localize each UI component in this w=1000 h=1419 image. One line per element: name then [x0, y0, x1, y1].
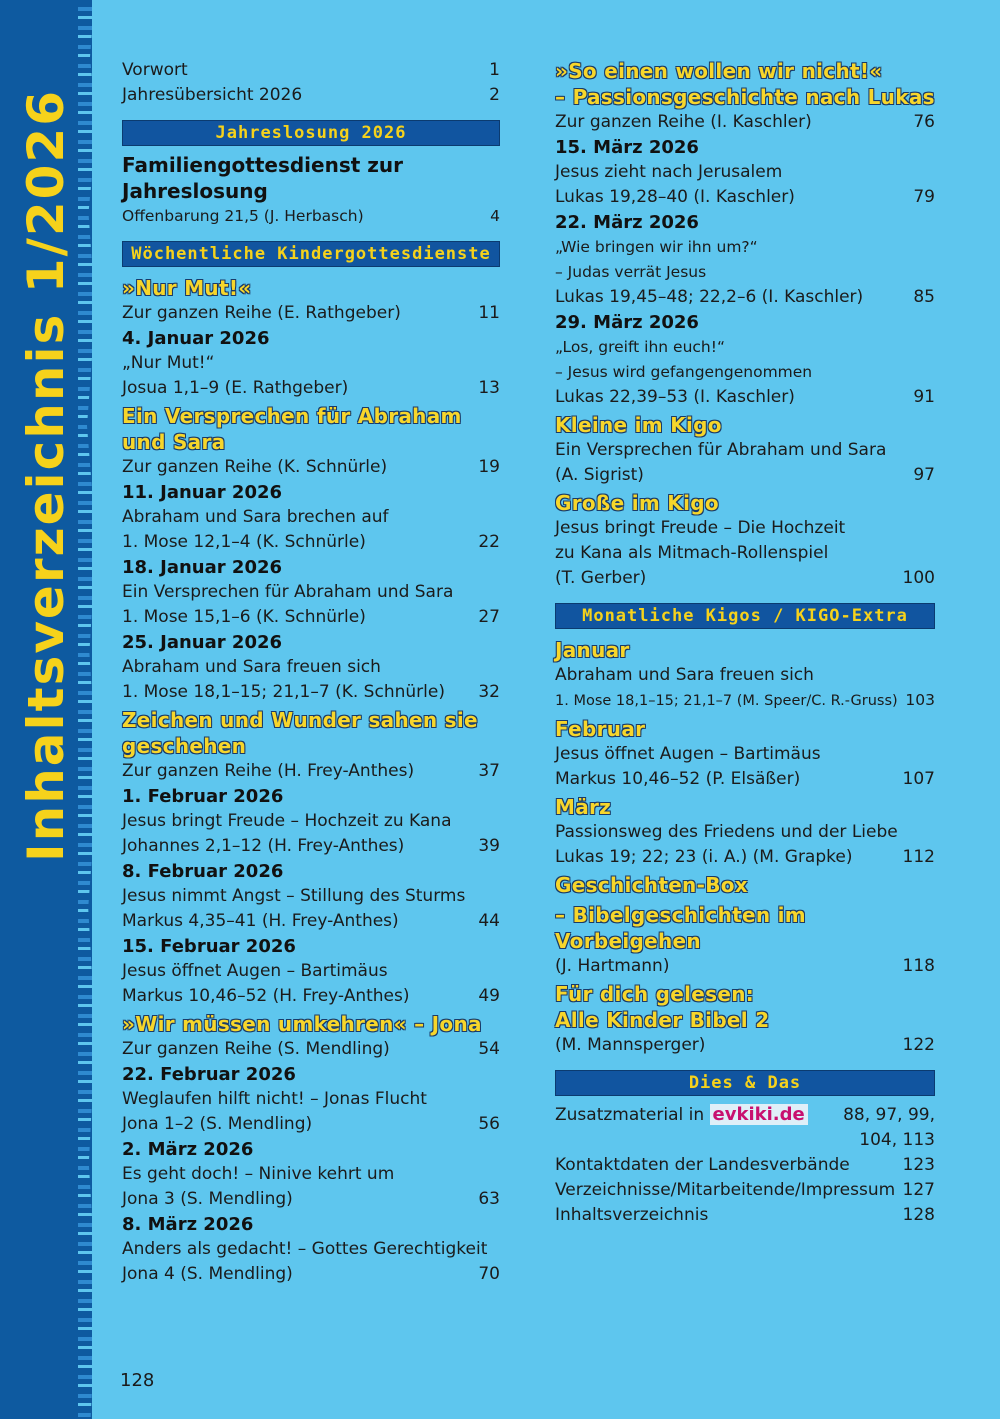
- entry-title: zu Kana als Mitmach-Rollenspiel: [555, 543, 829, 563]
- toc-entry[interactable]: Zur ganzen Reihe (S. Mendling) 54: [122, 1039, 500, 1059]
- toc-entry[interactable]: Kontaktdaten der Landesverbände 123: [555, 1155, 935, 1175]
- toc-entry[interactable]: Vorwort 1: [122, 60, 500, 80]
- vertical-title: Inhaltsverzeichnis 1/2026: [17, 89, 75, 862]
- entry-title: – Judas verrät Jesus: [555, 263, 707, 281]
- toc-entry[interactable]: Lukas 19,28–40 (I. Kaschler) 79: [555, 187, 935, 207]
- entry-title: Abraham und Sara freuen sich: [555, 665, 814, 685]
- series-title: geschehen: [122, 734, 247, 758]
- toc-entry[interactable]: Verzeichnisse/Mitarbeitende/Impressum 127: [555, 1180, 935, 1200]
- toc-entry[interactable]: (A. Sigrist) 97: [555, 465, 935, 485]
- date-heading: 22. Februar 2026: [122, 1064, 296, 1085]
- series-title: Für dich gelesen:: [555, 982, 755, 1006]
- entry-title: Passionsweg des Friedens und der Liebe: [555, 822, 898, 842]
- toc-entry[interactable]: Josua 1,1–9 (E. Rathgeber) 13: [122, 378, 500, 398]
- toc-entry[interactable]: 1. Mose 18,1–15; 21,1–7 (K. Schnürle) 32: [122, 682, 500, 702]
- series-title: »Nur Mut!«: [122, 276, 252, 300]
- entry-title: Abraham und Sara brechen auf: [122, 507, 389, 527]
- entry-title: Es geht doch! – Ninive kehrt um: [122, 1164, 395, 1184]
- toc-entry[interactable]: Markus 4,35–41 (H. Frey-Anthes) 44: [122, 911, 500, 931]
- series-title: Kleine im Kigo: [555, 413, 722, 437]
- toc-entry[interactable]: Markus 10,46–52 (H. Frey-Anthes) 49: [122, 986, 500, 1006]
- toc-entry[interactable]: Markus 10,46–52 (P. Elsäßer) 107: [555, 769, 935, 789]
- series-title: – Bibelgeschichten im Vorbeigehen: [555, 903, 806, 953]
- section-bar-jahreslosung: Jahreslosung 2026: [122, 120, 500, 146]
- date-heading: 2. März 2026: [122, 1139, 254, 1160]
- toc-entry[interactable]: (T. Gerber) 100: [555, 568, 935, 588]
- date-heading: 25. Januar 2026: [122, 632, 283, 653]
- entry-title: Jesus nimmt Angst – Stillung des Sturms: [122, 886, 466, 906]
- right-column: »So einen wollen wir nicht!« – Passionsgeschichte nach Lukas Zur ganzen Reihe (I. Kaschler) 76 15. März 2026 Jesus zieht nach Jerusalem Lukas 19,28–40 (I. Kaschler) 79 22. März 2026 „Wie bringen wir ihn um?“ – Judas verrät Jesus Lukas 19,45–48; 22,2–6 (I. Kaschler) 85 29. März 2026 „Los, greift ihn euch!“ – Jesus wird gefangengenommen Lukas 22,39–53 (I. Kaschler) 91 Kleine im Kigo Ein Versprechen für Abraham und Sara (A. Sigrist) 97 Große im Kigo Jesus bringt Freude – Die Hochzeit zu Kana als Mitmach-Rollenspiel (T. Gerber) 100 Monatliche Kigos / KIGO-Extra Januar Abraham und Sara freuen sich 1. Mose 18,1–15; 21,1–7 (M. Speer/C. R.-Gruss) 103 Februar Jesus öffnet Augen – Bartimäus Markus 10,46–52 (P. Elsäßer) 107 März Passionsweg des Friedens und der Liebe Lukas 19; 22; 23 (i. A.) (M. Grapke) 112 Geschichten-Box – Bibelgeschichten im Vorbeigehen (J. Hartmann) 118 Für dich gelesen: Alle Kinder Bibel 2 (M. Mannsperger) 122 Dies & Das Zusatzmaterial in evkiki.de 88, 97, 99, 104, 113 Kontaktdaten der Landesverbände 123 Verzeichnisse/Mitarbeitende/Impressum 127 Inhaltsverzeichnis 128: [555, 58, 935, 1228]
- toc-entry[interactable]: Jona 3 (S. Mendling) 63: [122, 1189, 500, 1209]
- toc-entry[interactable]: 1. Mose 12,1–4 (K. Schnürle) 22: [122, 532, 500, 552]
- date-heading: 15. Februar 2026: [122, 936, 296, 957]
- date-heading: 11. Januar 2026: [122, 482, 283, 503]
- date-heading: 22. März 2026: [555, 212, 699, 233]
- page-number: 128: [120, 1370, 155, 1391]
- entry-title: – Jesus wird gefangengenommen: [555, 363, 813, 381]
- date-heading: 1. Februar 2026: [122, 786, 284, 807]
- toc-entry[interactable]: Lukas 19; 22; 23 (i. A.) (M. Grapke) 112: [555, 847, 935, 867]
- entry-title: Jesus bringt Freude – Hochzeit zu Kana: [122, 811, 452, 831]
- toc-entry[interactable]: Jona 4 (S. Mendling) 70: [122, 1264, 500, 1284]
- toc-entry[interactable]: Zur ganzen Reihe (E. Rathgeber) 11: [122, 303, 500, 323]
- entry-title: Jesus bringt Freude – Die Hochzeit: [555, 518, 846, 538]
- date-heading: 29. März 2026: [555, 312, 699, 333]
- toc-entry[interactable]: Lukas 19,45–48; 22,2–6 (I. Kaschler) 85: [555, 287, 935, 307]
- entry-title: „Wie bringen wir ihn um?“: [555, 238, 758, 256]
- series-title: Geschichten-Box: [555, 873, 748, 897]
- toc-entry[interactable]: (M. Mannsperger) 122: [555, 1035, 935, 1055]
- evkiki-link[interactable]: evkiki.de: [710, 1104, 808, 1125]
- toc-entry[interactable]: Zur ganzen Reihe (H. Frey-Anthes) 37: [122, 761, 500, 781]
- toc-entry[interactable]: Zur ganzen Reihe (I. Kaschler) 76: [555, 112, 935, 132]
- toc-entry[interactable]: Jahresübersicht 2026 2: [122, 85, 500, 105]
- date-heading: 8. März 2026: [122, 1214, 254, 1235]
- toc-entry[interactable]: Offenbarung 21,5 (J. Herbasch) 4: [122, 207, 500, 225]
- date-heading: 4. Januar 2026: [122, 328, 270, 349]
- series-title: Ein Versprechen für Abraham: [122, 404, 462, 428]
- series-title: März: [555, 795, 612, 819]
- section-bar-dies-das: Dies & Das: [555, 1070, 935, 1096]
- entry-title: Ein Versprechen für Abraham und Sara: [555, 440, 887, 460]
- left-column: [122, 58, 500, 1287]
- series-title: und Sara: [122, 430, 226, 454]
- heading-familiengottesdienst: Familiengottesdienst zur Jahreslosung: [122, 153, 403, 203]
- sidebar-torn-edge: [78, 0, 92, 1419]
- section-bar-monatlich: Monatliche Kigos / KIGO-Extra: [555, 603, 935, 629]
- toc-entry[interactable]: Lukas 22,39–53 (I. Kaschler) 91: [555, 387, 935, 407]
- date-heading: 18. Januar 2026: [122, 557, 283, 578]
- date-heading: 8. Februar 2026: [122, 861, 284, 882]
- toc-entry[interactable]: Johannes 2,1–12 (H. Frey-Anthes) 39: [122, 836, 500, 856]
- series-title: Alle Kinder Bibel 2: [555, 1008, 770, 1032]
- entry-title: Jesus zieht nach Jerusalem: [555, 162, 783, 182]
- section-bar-woechentlich: Wöchentliche Kindergottesdienste: [122, 241, 500, 267]
- toc-entry[interactable]: 1. Mose 15,1–6 (K. Schnürle) 27: [122, 607, 500, 627]
- entry-title: Ein Versprechen für Abraham und Sara: [122, 582, 454, 602]
- series-title: Februar: [555, 717, 646, 741]
- toc-entry[interactable]: Inhaltsverzeichnis 128: [555, 1205, 935, 1225]
- entry-title: „Nur Mut!“: [122, 353, 215, 373]
- entry-title: Abraham und Sara freuen sich: [122, 657, 381, 677]
- entry-title: Weglaufen hilft nicht! – Jonas Flucht: [122, 1089, 427, 1109]
- series-title: »Wir müssen umkehren« – Jona: [122, 1012, 482, 1036]
- toc-entry[interactable]: Jona 1–2 (S. Mendling) 56: [122, 1114, 500, 1134]
- entry-title: Jesus öffnet Augen – Bartimäus: [555, 744, 821, 764]
- series-title: Januar: [555, 638, 630, 662]
- entry-title: Anders als gedacht! – Gottes Gerechtigkeit: [122, 1239, 488, 1259]
- toc-entry-zusatzmaterial: Zusatzmaterial in evkiki.de 88, 97, 99,: [555, 1104, 935, 1125]
- series-title: – Passionsgeschichte nach Lukas: [555, 85, 935, 109]
- series-title: »So einen wollen wir nicht!«: [555, 59, 883, 83]
- date-heading: 15. März 2026: [555, 137, 699, 158]
- series-title: Zeichen und Wunder sahen sie: [122, 708, 478, 732]
- entry-title: Jesus öffnet Augen – Bartimäus: [122, 961, 388, 981]
- toc-entry[interactable]: (J. Hartmann) 118: [555, 956, 935, 976]
- toc-entry[interactable]: Zur ganzen Reihe (K. Schnürle) 19: [122, 457, 500, 477]
- entry-title: „Los, greift ihn euch!“: [555, 338, 725, 356]
- series-title: Große im Kigo: [555, 491, 719, 515]
- toc-entry[interactable]: 1. Mose 18,1–15; 21,1–7 (M. Speer/C. R.-Gruss) 103: [555, 691, 935, 709]
